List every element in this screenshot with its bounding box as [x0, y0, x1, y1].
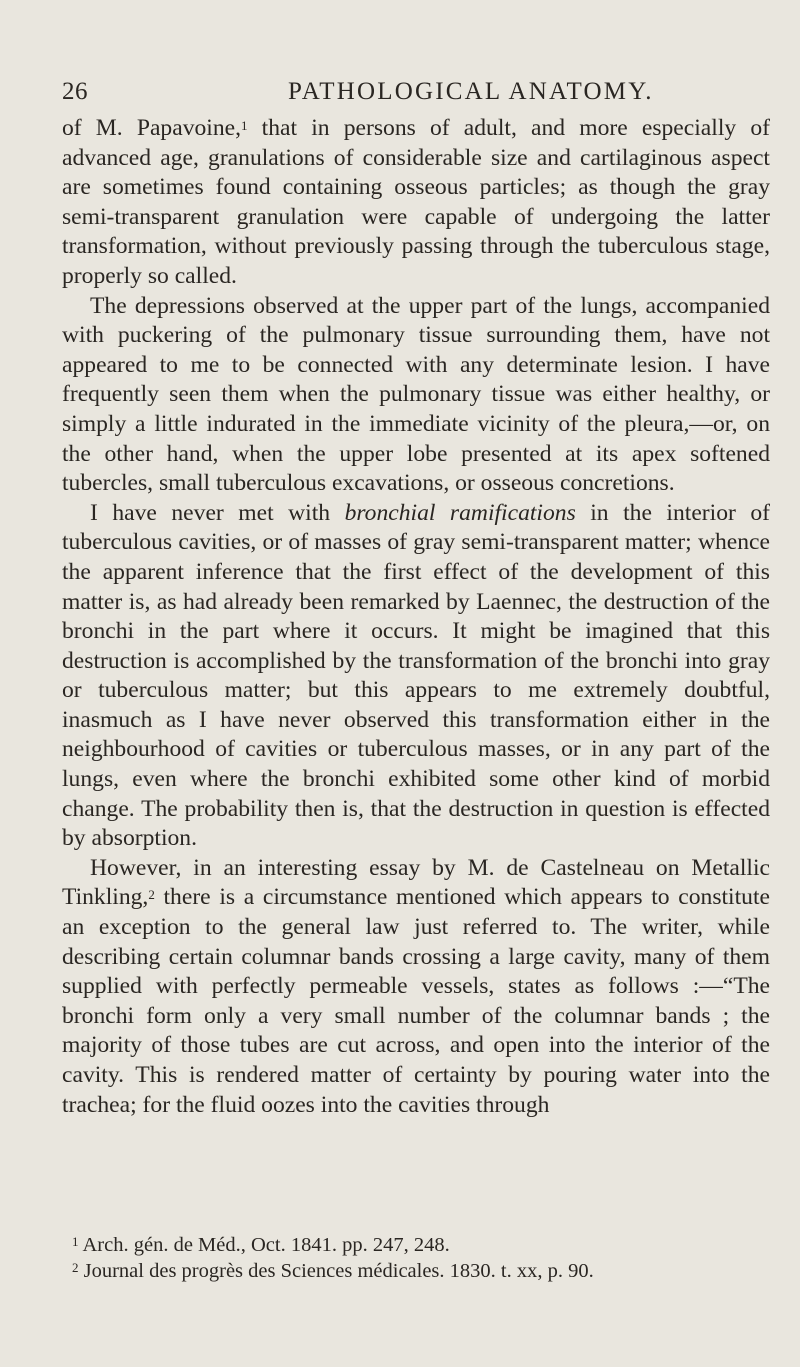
footnote-2-mark: 2	[72, 1260, 79, 1275]
page-header	[62, 78, 772, 110]
footnote-2	[62, 1258, 770, 1284]
body-text	[62, 114, 770, 1120]
paragraph-2: The depressions observed at the upper part of the lungs, accompanied with puckering of the pulmonary tissue surrounding them, have not appeared to me to be connected with any determinate lesion. I have frequently seen them when the pulmonary tissue was either healthy, or simply a little indurated in the immediate vicinity of the pleura,—or, on the other hand, when the upper lobe presented at its apex softened tubercles, small tuberculous excavations, or osseous concretions.	[62, 292, 770, 497]
paragraph-3-emphasis: bronchial ramifications	[344, 499, 576, 526]
footnote-ref-2: 2	[148, 887, 155, 903]
footnotes	[62, 1232, 770, 1284]
paragraph-4-rest: there is a circumstance mentioned which appears to constitute an exception to the general law just referred to. The writer, while describing certain columnar bands crossing a large cavity, many of them supplied with perfectly permeable vessels, states as follows :—“The bronchi form only a very small number of the columnar bands ; the majority of those tubes are cut across, and open into the interior of the cavity. This is rendered matter of certainty by pouring water into the trachea; for the fluid oozes into the cavities through	[62, 884, 770, 1118]
paragraph-1-rest: that in persons of adult, and more especially of advanced age, granulations of considerable size and cartilaginous aspect are sometimes found containing osseous particles; as though the gray semi-transparent granulation were capable of undergoing the latter transformation, without previously passing through the tuberculous stage, properly so called.	[62, 115, 770, 289]
paragraph-4	[62, 854, 770, 1120]
page-number: 26	[62, 78, 88, 105]
paragraph-1-text: of M. Papavoine,	[62, 115, 242, 141]
footnote-ref-1: 1	[241, 118, 248, 133]
paragraph-3	[62, 499, 770, 854]
paragraph-3-rest: in the interior of tuberculous cavities, or of masses of gray semi-transparent matter; whence the apparent inference that the first effect of the development of this matter is, as had already been remarked by Laennec, the destruction of the bronchi in the part where it occurs. It might be imagined that this destruction is accomplished by the transformation of the bronchi into gray or tuberculous matter; but this appears to me extremely doubtful, inasmuch as I have never observed this transformation either in the neighbourhood of cavities or tuberculous masses, or in any part of the lungs, even where the bronchi exhibited some other kind of morbid change. The probability then is, that the destruction in question is effected by absorption.	[62, 499, 770, 852]
running-head: PATHOLOGICAL ANATOMY.	[288, 78, 654, 105]
footnote-1-text: Arch. gén. de Méd., Oct. 1841. pp. 247, 248.	[78, 1234, 450, 1256]
paragraph-1	[62, 114, 770, 292]
paragraph-3-lead: I have never met with	[90, 499, 345, 526]
footnote-2-text: Journal des progrès des Sciences médicales. 1830. t. xx, p. 90.	[78, 1260, 594, 1282]
paragraph-4-lead: However, in an interesting essay by M. de Castelneau on Metallic Tinkling,	[62, 854, 770, 911]
footnote-1	[62, 1232, 770, 1258]
footnote-1-mark: 1	[72, 1234, 79, 1249]
